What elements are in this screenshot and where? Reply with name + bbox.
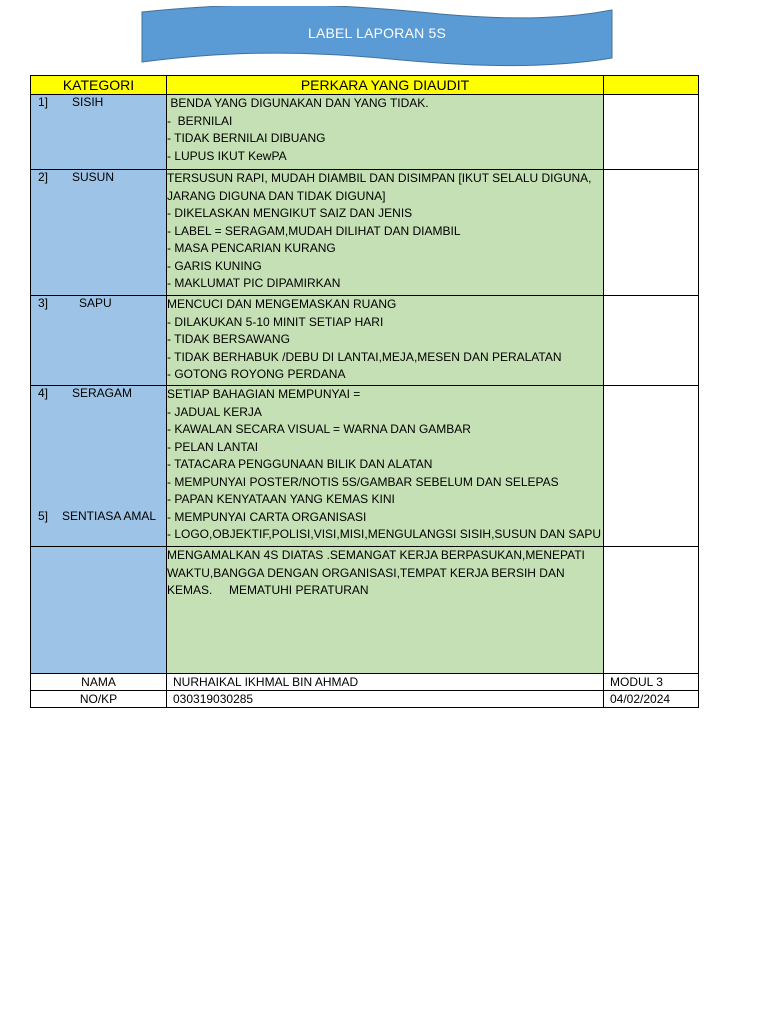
category-cell [31, 509, 167, 674]
description-line: - LABEL = SERAGAM,MUDAH DILIHAT DAN DIAMBIL [167, 223, 461, 238]
table-row [31, 296, 699, 386]
description-line: - BERNILAI [167, 113, 233, 128]
description-line: - GARIS KUNING [167, 258, 262, 273]
category-number: 3] [38, 296, 49, 310]
score-cell [604, 547, 699, 674]
footer-value: NURHAIKAL IKHMAL BIN AHMAD [167, 674, 604, 691]
description-line: - LOGO,OBJEKTIF,POLISI,VISI,MISI,MENGULANGSI SISIH,SUSUN DAN SAPU [167, 527, 602, 541]
description-line: - PELAN LANTAI [167, 439, 259, 454]
category-number: 2] [38, 170, 49, 184]
header-perkara: PERKARA YANG DIAUDIT [167, 76, 604, 95]
description-cell [167, 95, 604, 170]
category-number: 4] [38, 386, 49, 400]
table-row [31, 547, 699, 674]
category-name: SERAGAM [72, 386, 133, 400]
score-cell [604, 386, 699, 547]
description-line: - KAWALAN SECARA VISUAL = WARNA DAN GAMBAR [167, 422, 471, 436]
description-line: - MASA PENCARIAN KURANG [167, 241, 336, 255]
table-row [31, 95, 699, 170]
category-cell [31, 296, 167, 386]
description-line: - JADUAL KERJA [167, 404, 262, 419]
category-name: SUSUN [72, 170, 115, 184]
description-line: MENCUCI DAN MENGEMASKAN RUANG [167, 297, 397, 311]
score-cell [604, 170, 699, 296]
description-line: - TATACARA PENGGUNAAN BILIK DAN ALATAN [167, 457, 433, 471]
description-line: - PAPAN KENYATAAN YANG KEMAS KINI [167, 492, 395, 506]
footer-extra: 04/02/2024 [604, 691, 699, 708]
description-line: BENDA YANG DIGUNAKAN DAN YANG TIDAK. [167, 96, 429, 110]
banner-title: LABEL LAPORAN 5S [307, 25, 447, 41]
table-row [31, 170, 699, 296]
description-line: - MEMPUNYAI CARTA ORGANISASI [167, 509, 367, 524]
report-banner [140, 6, 614, 68]
description-line: - TIDAK BERHABUK /DEBU DI LANTAI,MEJA,MESEN DAN PERALATAN [167, 349, 562, 364]
description-line: MENGAMALKAN 4S DIATAS .SEMANGAT KERJA BERPASUKAN,MENEPATI WAKTU,BANGGA DENGAN ORGANISASI,TEMPAT KERJA BERSIH DAN KEMAS. MEMATUHI PERATURAN [167, 548, 589, 597]
description-line: TERSUSUN RAPI, MUDAH DIAMBIL DAN DISIMPAN [IKUT SELALU DIGUNA, JARANG DIGUNA DAN TIDAK DIGUNA] [167, 171, 592, 203]
description-line: - GOTONG ROYONG PERDANA [167, 367, 346, 381]
table-header-row [31, 76, 699, 95]
description-line: - LUPUS IKUT KewPA [167, 148, 287, 163]
description-line: - DILAKUKAN 5-10 MINIT SETIAP HARI [167, 314, 384, 329]
audit-table [30, 75, 699, 708]
description-line: - MAKLUMAT PIC DIPAMIRKAN [167, 276, 341, 290]
description-line: - TIDAK BERNILAI DIBUANG [167, 131, 326, 145]
description-cell [167, 296, 604, 386]
header-blank [604, 76, 699, 95]
footer-extra: MODUL 3 [604, 674, 699, 691]
description-cell [167, 547, 604, 674]
description-cell [167, 386, 604, 547]
score-cell [604, 95, 699, 170]
footer-row-nokp [31, 691, 699, 708]
category-name: SISIH [72, 95, 104, 109]
footer-value: 030319030285 [167, 691, 604, 708]
header-kategori: KATEGORI [31, 76, 167, 95]
footer-label: NO/KP [31, 691, 167, 708]
category-name: SENTIASA AMAL [62, 509, 157, 523]
category-cell [31, 170, 167, 296]
footer-label: NAMA [31, 674, 167, 691]
description-line: - MEMPUNYAI POSTER/NOTIS 5S/GAMBAR SEBELUM DAN SELEPAS [167, 474, 559, 489]
description-line: - TIDAK BERSAWANG [167, 332, 290, 346]
score-cell [604, 296, 699, 386]
category-number: 1] [38, 95, 49, 109]
description-line: SETIAP BAHAGIAN MEMPUNYAI = [167, 387, 361, 401]
footer-row-nama [31, 674, 699, 691]
description-line: - DIKELASKAN MENGIKUT SAIZ DAN JENIS [167, 206, 413, 220]
category-cell [31, 95, 167, 170]
category-name: SAPU [79, 296, 112, 310]
description-cell [167, 170, 604, 296]
category-number: 5] [38, 509, 49, 523]
